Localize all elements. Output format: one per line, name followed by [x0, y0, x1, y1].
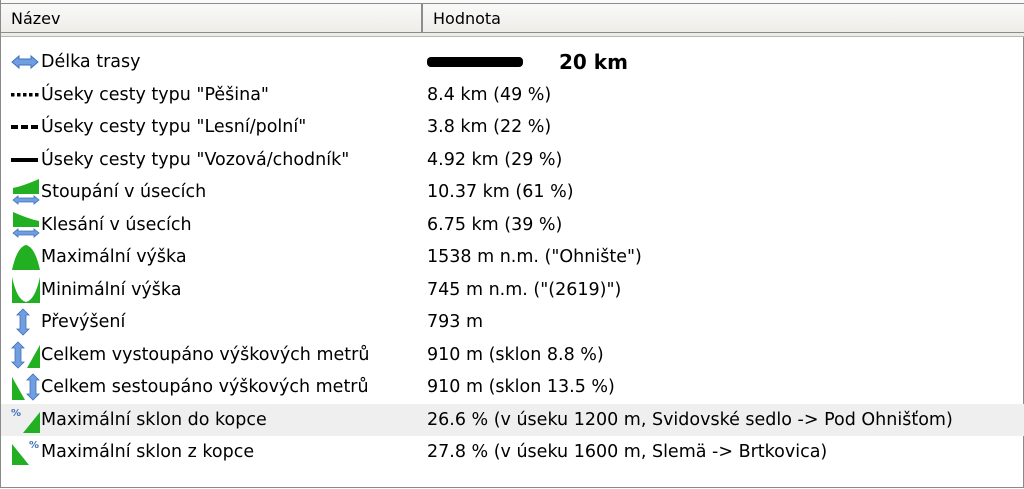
column-header-name[interactable]: Název — [1, 3, 423, 33]
max-uphill-slope-icon — [11, 406, 41, 434]
row-value: 26.6 % (v úseku 1200 m, Svidovské sedlo -> Pod Ohnišťom) — [427, 409, 953, 430]
row-route-length[interactable] — [1, 46, 1024, 79]
row-ascent-sections[interactable] — [1, 176, 1024, 209]
dashed-line-icon — [11, 113, 41, 141]
row-value: 793 m — [427, 312, 484, 333]
dotted-line-icon — [11, 81, 41, 109]
row-value: 910 m (sklon 13.5 %) — [427, 377, 615, 398]
row-value: 10.37 km (61 %) — [427, 182, 574, 203]
row-value: 910 m (sklon 8.8 %) — [427, 344, 604, 365]
total-ascent-icon — [11, 341, 41, 369]
row-total-ascent[interactable] — [1, 339, 1024, 372]
row-min-altitude[interactable] — [1, 274, 1024, 307]
row-label: Délka trasy — [41, 52, 141, 73]
row-max-downhill-slope[interactable] — [1, 436, 1024, 469]
total-descent-icon — [11, 373, 41, 401]
row-value: 20 km — [559, 50, 628, 75]
peak-icon — [11, 243, 41, 271]
row-value: 27.8 % (v úseku 1600 m, Slemä -> Brtkovica) — [427, 442, 828, 463]
row-path-type-forest[interactable] — [1, 111, 1024, 144]
row-label: Maximální sklon z kopce — [41, 442, 255, 463]
row-label: Stoupání v úsecích — [41, 182, 207, 203]
svg-text:%: % — [11, 407, 22, 419]
row-label: Maximální sklon do kopce — [41, 409, 267, 430]
solid-line-icon — [11, 146, 41, 174]
row-value: 745 m n.m. ("(2619)") — [427, 279, 622, 300]
vertical-arrow-icon — [11, 308, 41, 336]
column-header-value[interactable]: Hodnota — [423, 3, 1024, 33]
row-label: Celkem sestoupáno výškových metrů — [41, 377, 369, 398]
descent-icon — [11, 211, 41, 239]
row-label: Převýšení — [41, 312, 126, 333]
row-descent-sections[interactable] — [1, 209, 1024, 242]
row-label: Minimální výška — [41, 279, 182, 300]
row-label: Klesání v úsecích — [41, 214, 192, 235]
row-label: Úseky cesty typu "Vozová/chodník" — [41, 149, 350, 170]
svg-text:%: % — [29, 440, 40, 452]
max-downhill-slope-icon — [11, 438, 41, 466]
row-value: 6.75 km (39 %) — [427, 214, 563, 235]
row-path-type-footpath[interactable] — [1, 79, 1024, 112]
stats-list — [1, 46, 1024, 469]
row-value: 3.8 km (22 %) — [427, 117, 552, 138]
row-value: 1538 m n.m. ("Ohnište") — [427, 247, 642, 268]
valley-icon — [11, 276, 41, 304]
ascent-icon — [11, 178, 41, 206]
row-label: Úseky cesty typu "Pěšina" — [41, 84, 269, 105]
row-label: Celkem vystoupáno výškových metrů — [41, 344, 370, 365]
row-label: Úseky cesty typu "Lesní/polní" — [41, 117, 307, 138]
row-path-type-road[interactable] — [1, 144, 1024, 177]
row-max-uphill-slope[interactable] — [1, 404, 1024, 437]
row-value: 4.92 km (29 %) — [427, 149, 563, 170]
redaction-mark — [427, 57, 523, 67]
row-label: Maximální výška — [41, 247, 187, 268]
row-max-altitude[interactable] — [1, 241, 1024, 274]
row-total-descent[interactable] — [1, 371, 1024, 404]
row-value: 8.4 km (49 %) — [427, 84, 552, 105]
table-header — [1, 0, 1024, 37]
row-elevation-difference[interactable] — [1, 306, 1024, 339]
double-arrow-icon — [11, 48, 41, 76]
